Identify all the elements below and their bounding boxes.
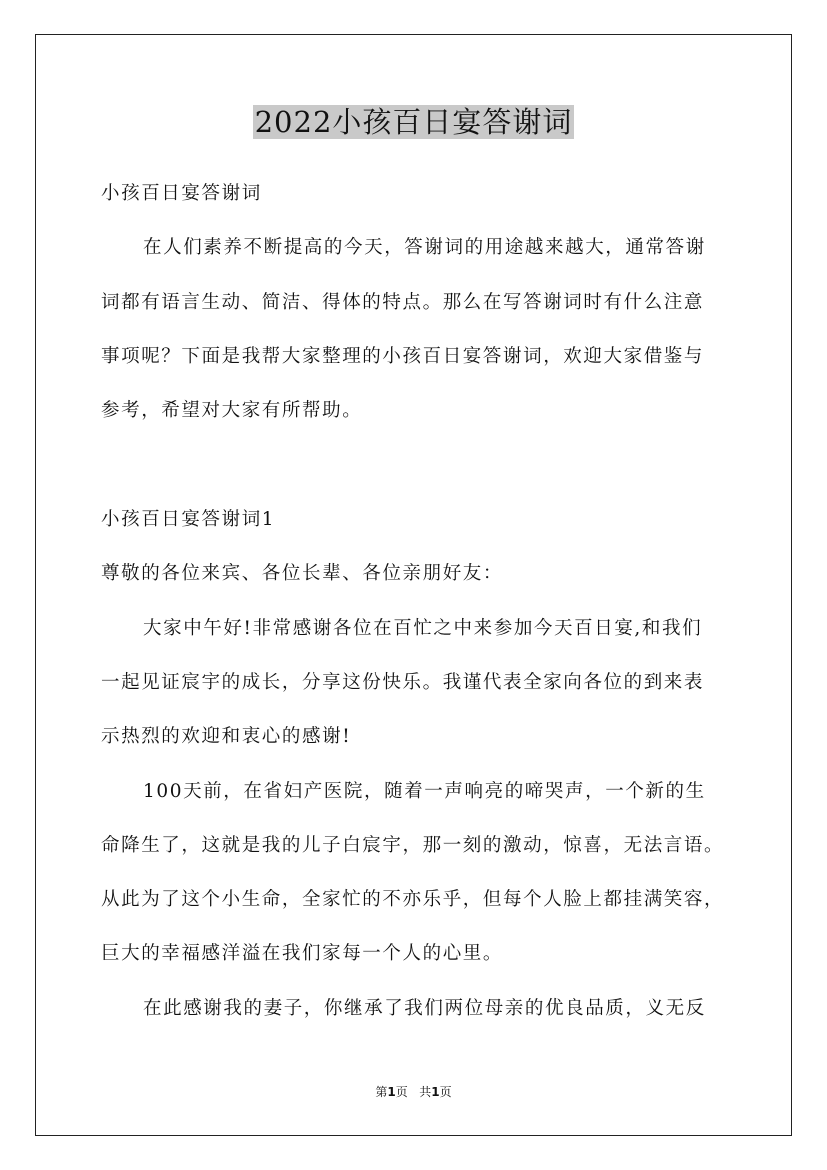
document-title [0, 100, 827, 144]
footer-text: 页 共 [395, 1085, 432, 1099]
paragraph-line: 示热烈的欢迎和衷心的感谢! [101, 726, 352, 747]
paragraph-line: 一起见证宸宇的成长，分享这份快乐。我谨代表全家向各位的到来表 [101, 672, 705, 693]
footer-text: 页 [439, 1085, 452, 1099]
section-heading: 小孩百日宴答谢词 [101, 183, 262, 204]
section-heading: 小孩百日宴答谢词1 [101, 509, 276, 530]
title-text: 2022小孩百日宴答谢词 [254, 105, 573, 139]
paragraph-line: 词都有语言生动、简洁、得体的特点。那么在写答谢词时有什么注意 [101, 292, 705, 313]
salutation: 尊敬的各位来宾、各位长辈、各位亲朋好友： [101, 563, 504, 584]
paragraph-line: 在此感谢我的妻子，你继承了我们两位母亲的优良品质，义无反 [143, 998, 706, 1019]
paragraph-line: 事项呢？下面是我帮大家整理的小孩百日宴答谢词，欢迎大家借鉴与 [101, 346, 705, 367]
total-page-number: 1 [431, 1085, 440, 1099]
current-page-number: 1 [387, 1085, 396, 1099]
paragraph-line: 100天前，在省妇产医院，随着一声响亮的啼哭声，一个新的生 [143, 781, 706, 802]
paragraph-line: 参考，希望对大家有所帮助。 [101, 400, 363, 421]
paragraph-line: 在人们素养不断提高的今天，答谢词的用途越来越大，通常答谢 [143, 237, 706, 258]
paragraph-line: 大家中午好!非常感谢各位在百忙之中来参加今天百日宴,和我们 [143, 618, 703, 639]
paragraph-line: 从此为了这个小生命，全家忙的不亦乐乎，但每个人脸上都挂满笑容， [101, 889, 725, 910]
paragraph-line: 巨大的幸福感洋溢在我们家每一个人的心里。 [101, 943, 504, 964]
page-footer [0, 1084, 827, 1100]
paragraph-line: 命降生了，这就是我的儿子白宸宇，那一刻的激动，惊喜，无法言语。 [101, 835, 725, 856]
footer-text: 第 [375, 1085, 388, 1099]
